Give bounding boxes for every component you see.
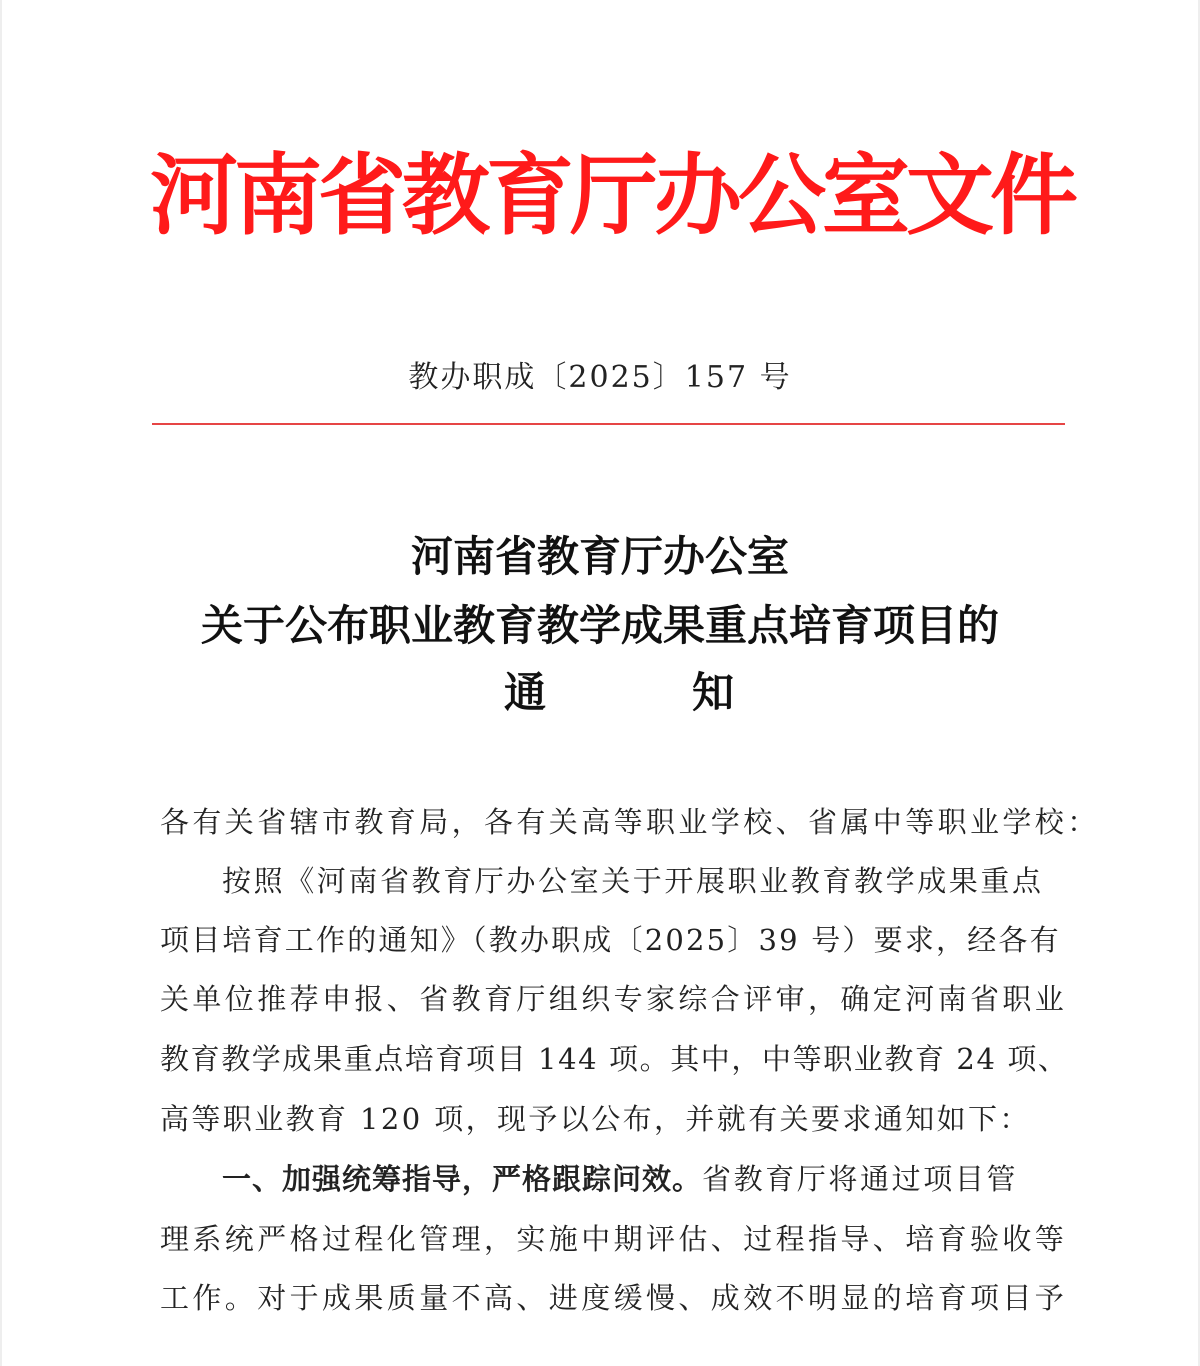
paragraph-line: 关单位推荐申报、省教育厅组织专家综合评审，确定河南省职业 bbox=[160, 982, 1068, 1016]
paragraph-line: 项目培育工作的通知》（教办职成〔2025〕39 号）要求，经各有 bbox=[160, 923, 1061, 957]
paragraph-line: 理系统严格过程化管理，实施中期评估、过程指导、培育验收等 bbox=[160, 1222, 1068, 1256]
paragraph-line: 按照《河南省教育厅办公室关于开展职业教育教学成果重点 bbox=[222, 864, 1044, 898]
paragraph-line: 教育教学成果重点培育项目 144 项。其中，中等职业教育 24 项、 bbox=[160, 1042, 1069, 1076]
header-divider bbox=[152, 423, 1065, 425]
section-1-first-line bbox=[222, 1157, 1072, 1201]
notice-title-char-1: 通 bbox=[504, 668, 547, 717]
section-1-text: 省教育厅将通过项目管 bbox=[702, 1162, 1019, 1196]
masthead-title: 河南省教育厅办公室文件 bbox=[150, 143, 1075, 247]
page-edge-left bbox=[0, 0, 2, 1366]
notice-title-line-3 bbox=[504, 663, 734, 723]
section-1-heading: 一、加强统筹指导，严格跟踪问效。 bbox=[222, 1162, 703, 1196]
notice-title-line-1: 河南省教育厅办公室 bbox=[410, 532, 789, 581]
notice-title-line-2: 关于公布职业教育教学成果重点培育项目的 bbox=[200, 601, 999, 650]
salutation: 各有关省辖市教育局，各有关高等职业学校、省属中等职业学校： bbox=[160, 805, 1100, 839]
paragraph-line: 工作。对于成果质量不高、进度缓慢、成效不明显的培育项目予 bbox=[160, 1281, 1068, 1315]
paragraph-line: 高等职业教育 120 项，现予以公布，并就有关要求通知如下： bbox=[160, 1102, 1031, 1136]
notice-title-char-2: 知 bbox=[691, 668, 734, 717]
document-number: 教办职成〔2025〕157 号 bbox=[408, 360, 792, 395]
